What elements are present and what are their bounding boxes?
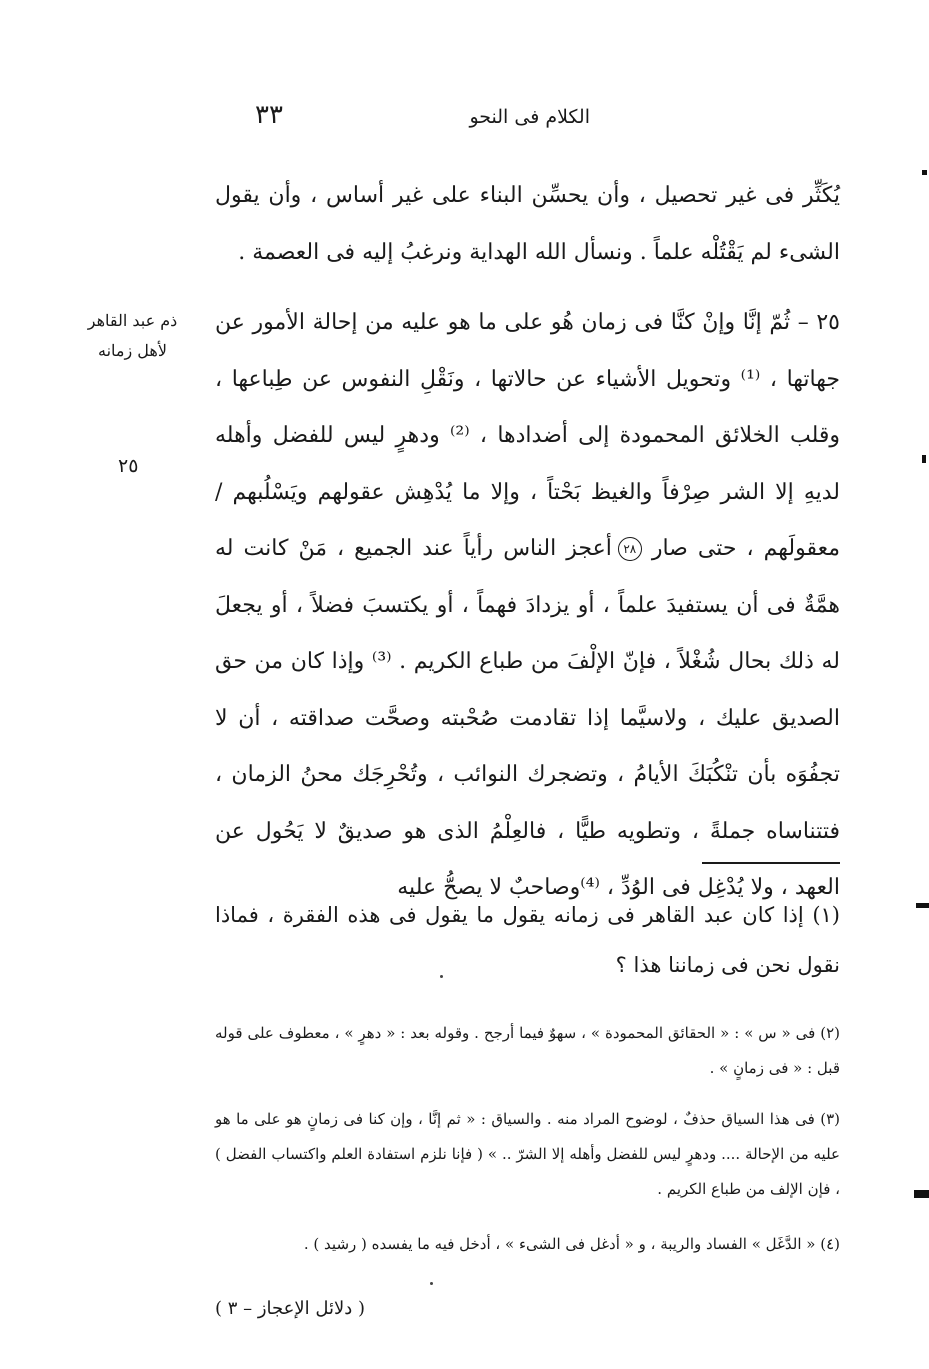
footnote-2: (٢) فى « س » : « الحقائق المحمودة » ، سهوٌ فيما أرجح . وقوله بعد : « دهرٍ » ، معطوف على قوله قبل : « فى زمانٍ » . (215, 1024, 840, 1077)
scan-speck (440, 975, 443, 978)
scan-speck (430, 1282, 433, 1285)
main-text (215, 168, 840, 917)
scan-mark (922, 170, 927, 175)
footnote-1: (١) إذا كان عبد القاهر فى زمانه يقول ما يقول فى هذه الفقرة ، فماذا نقول نحن فى زماننا هذا ؟ (215, 903, 840, 977)
page-header (215, 100, 840, 140)
scan-mark (916, 903, 929, 908)
paragraph-25-part-b: أعجز الناس رأياً عند الجميع ، مَنْ كانت له همَّةٌ فى أن يستفيدَ علماً ، أو يزدادَ فهماً ، أو يكتسبَ فضلاً ، أو يجعلَ له ذلك بحال شُغْلاً ، فإنّ الإلْفَ من طباع الكريم . ⁽³⁾ وإذا كان من حق الصديق عليك ، ولاسيَّما إذا تقادمت صُحْبته وصحَّت صداقته ، أن لا تجفُوَه بأن تنْكُبَكَ الأيامُ ، وتضجرك النوائب ، وتُحْرِجَك محنُ الزمان ، فتتناساه جملةً ، وتطويه طيًّا ، فالعِلْمُ الذى هو صديقٌ لا يَحُول عن العهد ، ولا يُدْغِل فى الوُدِّ ، ⁽⁴⁾وصاحبٌ لا يصحُّ عليه (215, 536, 840, 900)
running-title: الكلام فى النحو (469, 106, 590, 128)
paragraph-gap (215, 281, 840, 295)
paragraph-25-part-a: ٢٥ – ثُمّ إنَّا وإنْ كنَّا فى زمان هُو على ما هو عليه من إحالة الأمور عن جهاتها ، ⁽¹⁾ وتحويل الأشياء عن حالاتها ، ونَقْلِ النفوس عن طِباعها ، وقلب الخلائق المحمودة إلى أضدادها ، ⁽²⁾ ودهرٍ ليس للفضل وأهله لديهِ إلا الشر صِرْفاً والغيظ بَحْتاً ، وإلا ما يُدْهِش عقولهم ويَسْلُبهم / معقولَهم ، حتى صار (215, 310, 840, 561)
scan-mark (922, 455, 926, 463)
footnote-separator (702, 862, 840, 864)
signature-footer: ( دلائل الإعجاز – ٣ ) (215, 1298, 366, 1319)
edition-page-marker: ٢٨ (618, 537, 642, 561)
footnote-3: (٣) فى هذا السياق حذفٌ ، لوضوح المراد منه . والسياق : « ثم إنَّا ، وإن كنا فى زمانٍ هو على ما هو عليه من الإحالة .... ودهرٍ ليس للفضل وأهله إلا الشرّ .. » ( فإنا نلزم استفادة العلم واكتساب الفضل ) ، فإن الإلف من طباع الكريم . (215, 1110, 840, 1198)
scan-mark (914, 1190, 929, 1198)
footnote-4: (٤) « الدَّغَل » الفساد والريبة ، و « أدغل فى الشىء » ، أدخل فيه ما يفسده ( رشيد ) . (303, 1235, 840, 1253)
margin-line-number: ٢٥ (118, 455, 139, 477)
paragraph-25 (215, 295, 840, 917)
margin-note: ذم عبد القاهر لأهل زمانه (87, 311, 178, 360)
page-number: ٣٣ (255, 100, 283, 130)
paragraph-1: يُكَثِّر فى غير تحصيل ، وأن يحسِّن البناء على غير أساس ، وأن يقول الشىء لم يَقْتُلْه علماً . ونسأل الله الهداية ونرغبُ إليه فى العصمة . (215, 183, 840, 265)
